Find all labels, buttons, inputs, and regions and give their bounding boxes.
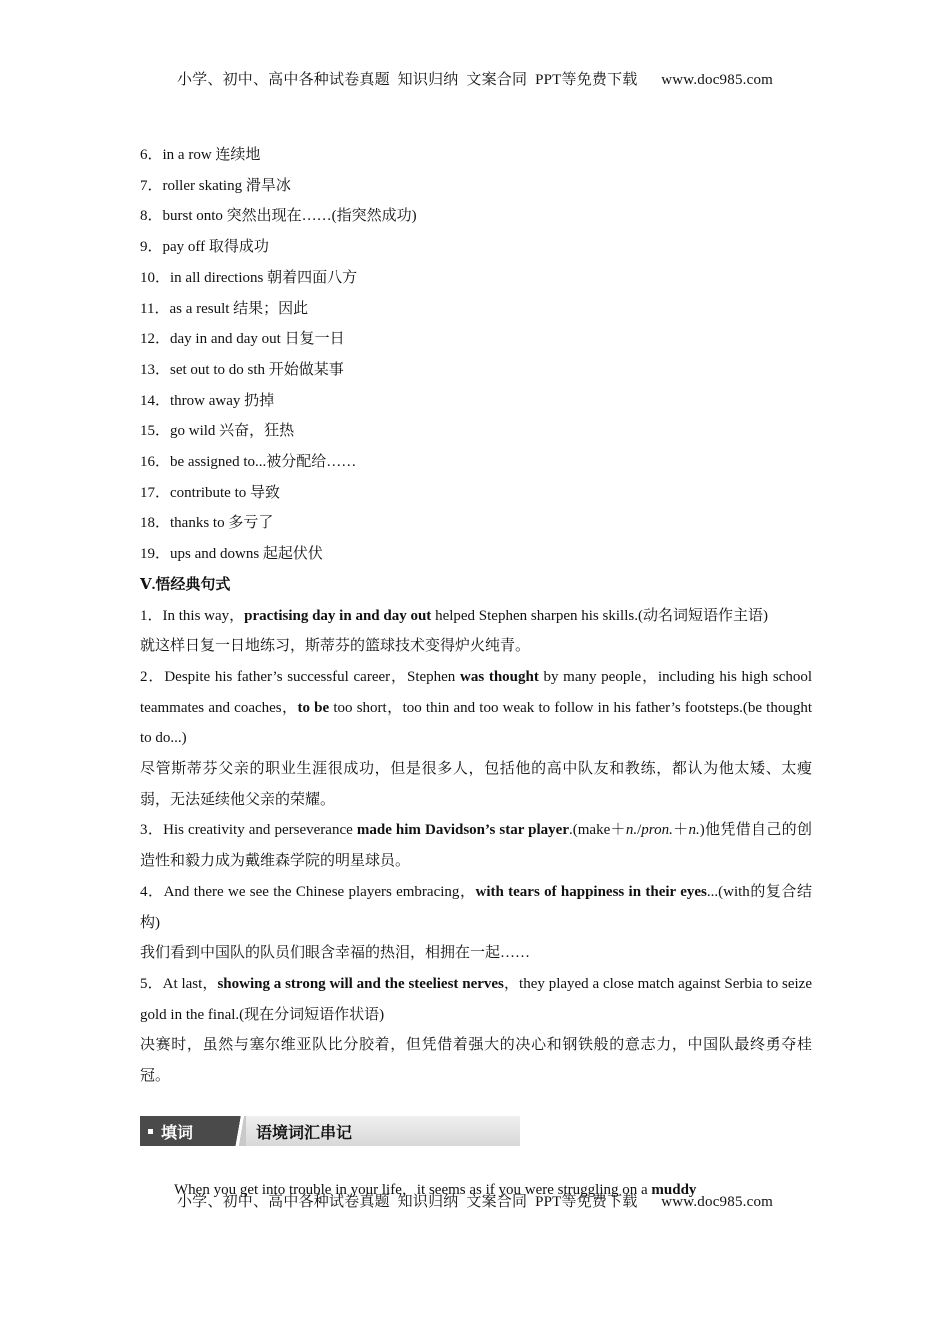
phrase-text: be assigned to...被分配给…… — [170, 454, 357, 471]
sentence-1-translation: 就这样日复一日地练习，斯蒂芬的篮球技术变得炉火纯青。 — [140, 638, 531, 655]
phrase-item — [140, 447, 812, 478]
phrase-item — [140, 355, 812, 386]
phrase-item — [140, 324, 812, 355]
phrase-text: throw away 扔掉 — [170, 392, 275, 409]
phrase-item — [140, 263, 812, 294]
section-title: Ⅴ.悟经典句式 — [140, 576, 231, 593]
sentence-2-translation: 尽管斯蒂芬父亲的职业生涯很成功，但是很多人，包括他的高中队友和教练，都认为他太矮、太瘦弱，无法延续他父亲的荣耀。 — [140, 761, 812, 808]
phrase-text: roller skating 滑旱冰 — [162, 177, 291, 194]
phrase-item — [140, 478, 812, 509]
phrase-item — [140, 140, 812, 171]
banner-title: 语境词汇串记 — [246, 1116, 520, 1146]
phrase-text: burst onto 突然出现在……(指突然成功) — [162, 208, 417, 225]
page-footer: 小学、初中、高中各种试卷真题 知识归纳 文案合同 PPT等免费下载 www.doc985.com — [176, 1194, 774, 1210]
sentence-3: 3．His creativity and perseverance made him Davidson’s star player.(make＋n./pron.＋n.)他凭借自己的创造性和毅力成为戴维森学院的明星球员。 — [140, 822, 812, 870]
document-body — [140, 140, 812, 1092]
phrase-number: 15． — [140, 423, 171, 440]
phrase-text: pay off 取得成功 — [162, 239, 269, 256]
phrase-number: 7． — [140, 177, 163, 194]
phrase-item — [140, 416, 812, 447]
phrase-number: 8． — [140, 208, 163, 225]
phrase-text: thanks to 多亏了 — [170, 515, 274, 532]
phrase-number: 17． — [140, 484, 171, 501]
sentence-5: 5．At last，showing a strong will and the steeliest nerves，they played a close match against Serbia to seize gold in the final.(现在分词短语作状语) — [140, 975, 812, 1023]
phrase-item — [140, 294, 812, 325]
phrase-item — [140, 232, 812, 263]
sentence-4-translation: 我们看到中国队的队员们眼含幸福的热泪，相拥在一起…… — [140, 945, 531, 962]
phrase-number: 13． — [140, 361, 171, 378]
phrase-number: 12． — [140, 331, 171, 348]
phrase-item — [140, 386, 812, 417]
phrase-number: 16． — [140, 454, 171, 471]
phrase-number: 6． — [140, 147, 163, 163]
phrase-number: 11． — [140, 300, 170, 317]
phrase-item — [140, 508, 812, 539]
phrase-text: as a result 结果；因此 — [169, 300, 309, 317]
phrase-number: 18． — [140, 515, 171, 532]
sentence-1: 1．In this way，practising day in and day out helped Stephen sharpen his skills.(动名词短语作主语) — [140, 607, 768, 624]
phrase-text: ups and downs 起起伏伏 — [170, 546, 323, 563]
phrase-number: 14． — [140, 392, 171, 409]
sentence-4: 4．And there we see the Chinese players embracing，with tears of happiness in their eyes...(with的复合结构) — [140, 883, 812, 931]
section-banner — [140, 1116, 520, 1146]
page-header: 小学、初中、高中各种试卷真题 知识归纳 文案合同 PPT等免费下载 www.doc985.com — [176, 72, 774, 88]
phrase-text: go wild 兴奋，狂热 — [170, 423, 295, 440]
phrase-text: set out to do sth 开始做某事 — [170, 361, 344, 378]
phrase-text: in all directions 朝着四面八方 — [170, 269, 358, 286]
phrase-text: day in and day out 日复一日 — [170, 331, 345, 348]
sentence-2: 2．Despite his father’s successful career，Stephen was thought by many people，including his high school teammates and coaches，to be too short，too thin and too weak to follow in his father’s footsteps.(be thought to do...) — [140, 668, 812, 747]
phrase-text: contribute to 导致 — [170, 484, 280, 501]
closing-paragraph: When you get into trouble in your life，it seems as if you were struggling on a muddy — [174, 1182, 697, 1198]
phrase-item — [140, 201, 812, 232]
phrase-item — [140, 171, 812, 202]
phrase-number: 19． — [140, 546, 171, 563]
phrase-number: 9． — [140, 239, 163, 256]
phrase-text: in a row 连续地 — [162, 147, 261, 163]
phrase-list — [140, 140, 812, 570]
sentence-5-translation: 决赛时，虽然与塞尔维亚队比分胶着，但凭借着强大的决心和钢铁般的意志力，中国队最终勇夺桂冠。 — [140, 1037, 812, 1085]
banner-label: 填词 — [140, 1116, 232, 1146]
phrase-number: 10． — [140, 269, 171, 286]
square-bullet-icon — [148, 1129, 153, 1134]
phrase-item — [140, 539, 812, 570]
banner-divider — [232, 1116, 246, 1146]
